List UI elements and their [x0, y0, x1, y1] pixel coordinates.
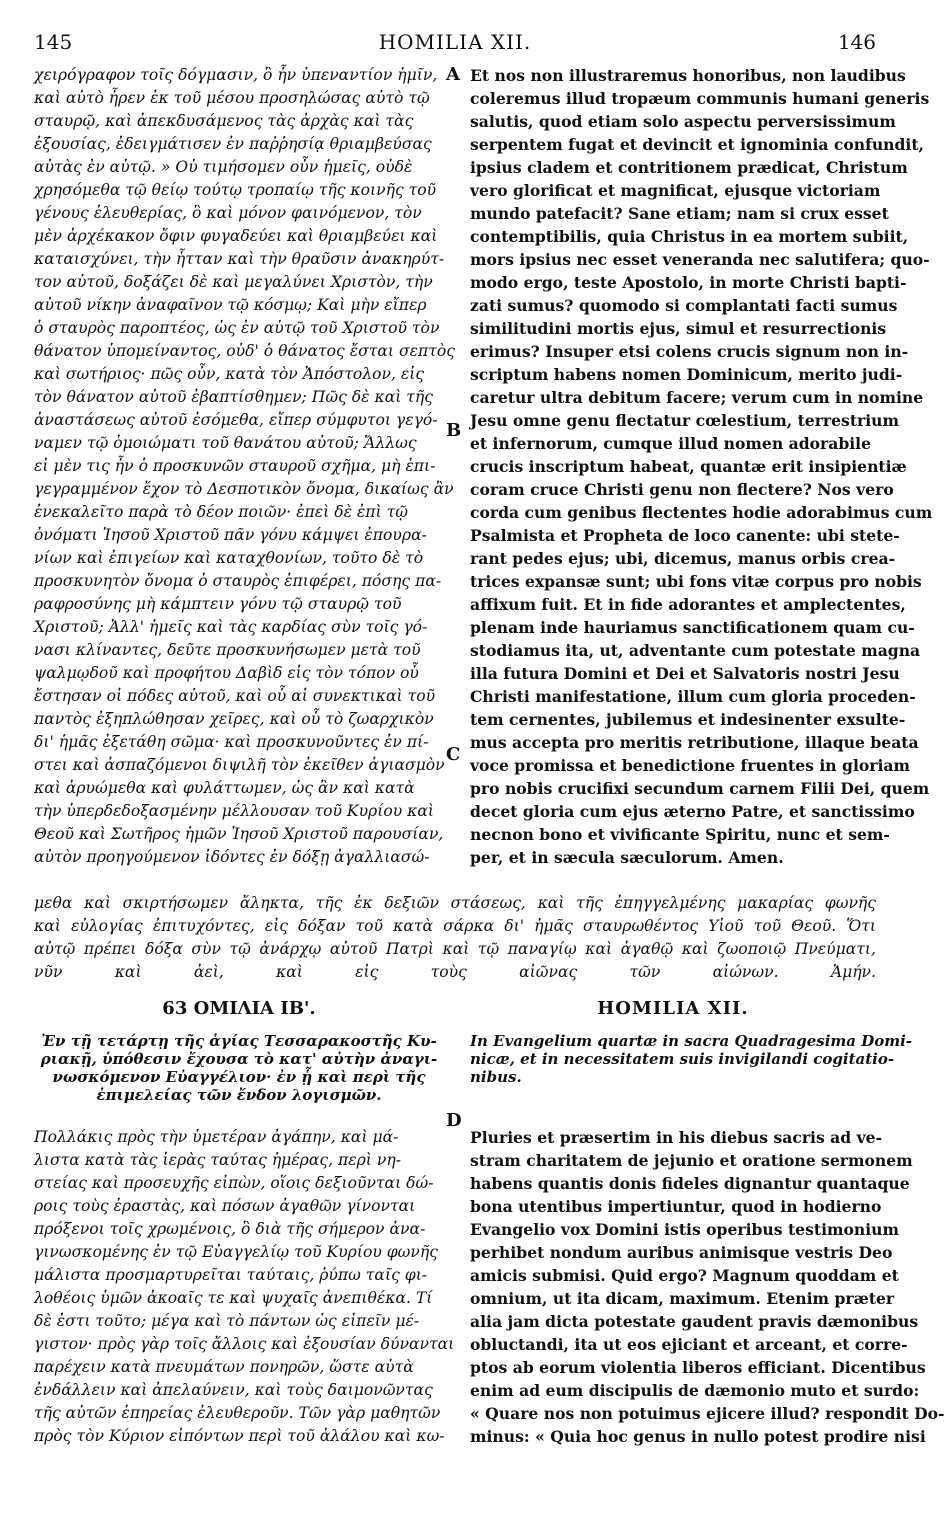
- text-line: Christi manifestatione, illum cum gloria proceden-: [470, 687, 916, 706]
- text-line: coram cruce Christi genu non flectere? Nos vero: [470, 480, 894, 499]
- greek-homily-body: [34, 1126, 455, 1448]
- text-line: γινωσκομένης ἐν τῷ Εὐαγγελίῳ τοῦ Κυρίου φωνῆς: [34, 1243, 438, 1261]
- text-line: ἔστησαν οἱ πόδες αὐτοῦ, καὶ οὗ αἱ συνεκτικαὶ τοῦ: [34, 687, 436, 705]
- text-line: mus accepta pro meritis retributione, illaque beata: [470, 733, 919, 752]
- text-line: vero glorificat et magnificat, ejusque victoriam: [470, 181, 881, 200]
- text-line: στείας καὶ προσευχῆς εἰπὼν, οἵοις δεξιοῦνται δώ-: [34, 1174, 434, 1192]
- margin-marker-b: B: [446, 420, 462, 441]
- text-line: voce promissa et benedictione fruentes in gloriam: [470, 756, 911, 775]
- text-line: αὐτοῦ νίκην ἀναφαῖνον τῷ κόσμῳ; Καὶ μὴν εἴπερ: [34, 296, 427, 314]
- text-line: et infernorum, cumque illud nomen adorabile: [470, 434, 871, 453]
- text-line: μάλιστα προσμαρτυρεῖται ταύταις, ῥύπω ταῖς φι-: [34, 1266, 428, 1284]
- text-line: obluctandi, ita ut eos ejiciant et arceant, et corre-: [470, 1335, 908, 1354]
- latin-homily-title: HOMILIA XII.: [597, 998, 749, 1019]
- text-line: zati sumus? quomodo si complantati facti sumus: [470, 296, 898, 315]
- text-line: Pluries et præsertim in his diebus sacris ad ve-: [470, 1128, 883, 1147]
- text-line: μεθα καὶ σκιρτήσωμεν ἄληκτα, τῆς ἐκ δεξιῶν στάσεως, καὶ τῆς ἐπηγγελμένης μακαρίας φωνῆς: [34, 894, 876, 912]
- text-line: trices expansæ sunt; ubi fons vitæ corpus pro nobis: [470, 572, 922, 591]
- text-line: caretur ultra debitum facere; verum cum in nomine: [470, 388, 924, 407]
- page-number-left: 145: [34, 30, 73, 54]
- text-line: καὶ εὐλογίας ἐπιτυχόντες, εἰς δόξαν τοῦ κατὰ σάρκα δι' ἡμᾶς σταυρωθέντος Υἱοῦ τοῦ Θεοῦ. Ὅτι: [34, 917, 876, 935]
- text-line: γιστον· πρὸς γὰρ τοῖς ἄλλοις καὶ ἐξουσίαν δύνανται: [34, 1335, 455, 1353]
- text-line: Ἐν τῇ τετάρτῃ τῆς ἁγίας Τεσσαρακοστῆς Κυ-: [41, 1032, 437, 1050]
- greek-closing-paragraph: [34, 892, 876, 984]
- text-line: ἐπιμελείας τῶν ἔνδον λογισμῶν.: [96, 1086, 382, 1104]
- text-line: salutis, quod etiam solo aspectu perversissimum: [470, 112, 896, 131]
- text-line: Χριστοῦ; Ἀλλ' ἡμεῖς καὶ τὰς καρδίας σὺν τοῖς γό-: [34, 618, 428, 636]
- margin-marker-d: D: [446, 1110, 462, 1131]
- text-line: decet gloria cum ejus æterno Patre, et sanctissimo: [470, 802, 915, 821]
- text-line: necnon bono et vivificante Spiritu, nunc et sem-: [470, 825, 890, 844]
- text-line: παρέχειν κατὰ πνευμάτων πονηρῶν, ὥστε αὐτὰ: [34, 1358, 414, 1376]
- text-line: minus: « Quia hoc genus in nullo potest prodire nisi: [470, 1427, 926, 1446]
- text-line: προσκυνητὸν ὄνομα ὁ σταυρὸς ἐπιφέρει, πόσης πα-: [34, 572, 442, 590]
- text-line: καὶ σωτήριος· πῶς οὖν, κατὰ τὸν Ἀπόστολον, εἰς: [34, 365, 425, 383]
- text-line: alia jam dicta potestate gaudent pravis dæmonibus: [470, 1312, 919, 1331]
- text-line: μὲν ἀρχέκακον ὄφιν φυγαδεύει καὶ θριαμβεύει καὶ: [34, 227, 438, 245]
- text-line: scriptum habens nomen Dominicum, merito judi-: [470, 365, 903, 384]
- text-line: δι' ἡμᾶς ἐξετάθη σῶμα· καὶ προσκυνοῦντες ἐν πί-: [34, 733, 429, 751]
- text-line: λιστα κατὰ τὰς ἱερὰς ταύτας ἡμέρας, περὶ νη-: [34, 1151, 401, 1169]
- text-line: ραφροσύνης μὴ κάμπτειν γόνυ τῷ σταυρῷ τοῦ: [34, 595, 402, 613]
- page-number-right: 146: [837, 30, 876, 54]
- text-line: χειρόγραφον τοῖς δόγμασιν, ὃ ἦν ὑπεναντίον ἡμῖν,: [34, 66, 438, 84]
- text-line: Θεοῦ καὶ Σωτῆρος ἡμῶν Ἰησοῦ Χριστοῦ παρουσίαν,: [34, 825, 444, 843]
- text-line: similitudini mortis ejus, simul et resurrectionis: [470, 319, 887, 338]
- text-line: bona utentibus impertiuntur, quod in hodierno: [470, 1197, 882, 1216]
- text-line: θάνατον ὑπομείναντος, οὐδ' ὁ θάνατος ἔσται σεπτὸς: [34, 342, 455, 360]
- text-line: καὶ αὐτὸ ἦρεν ἐκ τοῦ μέσου προσηλώσας αὐτὸ τῷ: [34, 89, 430, 107]
- margin-marker-a: A: [446, 64, 460, 85]
- text-line: stodiamus ita, ut, adventante cum potestate magna: [470, 641, 921, 660]
- text-line: εἰ μὲν τις ἦν ὁ προσκυνῶν σταυροῦ σχῆμα, μὴ ἐπι-: [34, 457, 436, 475]
- text-line: παντὸς ἐξηπλώθησαν χεῖρες, καὶ οὗ τὸ ζωαρχικὸν: [34, 710, 434, 728]
- text-line: ὀνόματι Ἰησοῦ Χριστοῦ πᾶν γόνυ κάμψει ἐπουρα-: [34, 526, 427, 544]
- latin-column-top: [470, 64, 933, 869]
- text-line: illa futura Domini et Dei et Salvatoris nostri Jesu: [470, 664, 900, 683]
- text-line: αὐτῷ πρέπει δόξα σὺν τῷ ἀνάρχῳ αὐτοῦ Πατρὶ καὶ τῷ παναγίῳ καὶ ἀγαθῷ καὶ ζωοποιῷ Πνεύματι,: [34, 940, 876, 958]
- greek-homily-heading: [34, 998, 444, 1019]
- text-line: πρόξενοι τοῖς χρωμένοις, ὃ διὰ τῆς σήμερον ἀνα-: [34, 1220, 426, 1238]
- text-line: Psalmista et Propheta de loco canente: ubi stete-: [470, 526, 900, 545]
- text-line: δὲ ἐστι τοῦτο; μέγα καὶ τὸ πάντων ὡς εἰπεῖν μέ-: [34, 1312, 420, 1330]
- latin-homily-subtitle: [470, 1032, 913, 1086]
- text-line: corda cum genibus flectentes hodie adorabimus cum: [470, 503, 933, 522]
- text-line: contemptibilis, quia Christus in ea mortem subiit,: [470, 227, 909, 246]
- text-line: στει καὶ ἀσπαζόμενοι διψιλῆ τὸν ἐκεῖθεν ἁγιασμὸν: [34, 756, 445, 774]
- text-line: mundo patefacit? Sane etiam; nam si crux esset: [470, 204, 889, 223]
- text-line: Et nos non illustraremus honoribus, non laudibus: [470, 66, 906, 85]
- text-line: nicæ, et in necessitatem suis invigilandi cogitatio-: [470, 1050, 895, 1068]
- text-line: λοθέοις ὑμῶν ἀκοαῖς τε καὶ ψυχαῖς ἀνεπιθέκα. Τί: [34, 1289, 433, 1307]
- text-line: αὐτὸν προηγούμενον ἰδόντες ἐν δόξῃ ἀγαλλιασώ-: [34, 848, 430, 866]
- text-line: νῦν καὶ ἀεὶ, καὶ εἰς τοὺς αἰῶνας τῶν αἰώνων. Ἀμήν.: [34, 963, 876, 981]
- text-line: stram charitatem de jejunio et oratione sermonem: [470, 1151, 913, 1170]
- text-line: tem cernentes, jubilemus et indesinenter exsulte-: [470, 710, 906, 729]
- text-line: habens quantis donis fideles dignantur quantaque: [470, 1174, 910, 1193]
- text-line: erimus? Insuper etsi colens crucis signum non in-: [470, 342, 909, 361]
- text-line: affixum fuit. Et in fide adorantes et amplectentes,: [470, 595, 906, 614]
- text-line: καὶ ἀρυώμεθα καὶ φυλάττωμεν, ὡς ἂν καὶ κατὰ: [34, 779, 415, 797]
- text-line: γένους ἐλευθερίας, ὃ καὶ μόνον φαινόμενον, τὸν: [34, 204, 422, 222]
- text-line: coleremus illud tropæum communis humani generis: [470, 89, 930, 108]
- text-line: ἀναστάσεως αὐτοῦ ἐσόμεθα, εἴπερ σύμφυτοι γεγό-: [34, 411, 438, 429]
- text-line: καταισχύνει, τὴν ἧτταν καὶ τὴν θραῦσιν ἀνακηρύτ-: [34, 250, 445, 268]
- text-line: enim ad eum discipulis de dæmonio muto et surdo:: [470, 1381, 920, 1400]
- text-line: Πολλάκις πρὸς τὴν ὑμετέραν ἀγάπην, καὶ μά-: [34, 1128, 399, 1146]
- text-line: Jesu omne genu flectatur cœlestium, terrestrium: [470, 411, 900, 430]
- text-line: per, et in sæcula sæculorum. Amen.: [470, 848, 784, 867]
- text-line: νασι κλίναντες, δεῦτε προσκυνήσωμεν μετὰ τοῦ: [34, 641, 421, 659]
- text-line: ναμεν τῷ ὁμοιώματι τοῦ θανάτου αὐτοῦ; Ἄλλως: [34, 434, 417, 452]
- text-line: ἐνεκαλεῖτο παρὰ τὸ δέον ποιῶν· ἐπεὶ δὲ ἐπὶ τῷ: [34, 503, 408, 521]
- text-line: ὁ σταυρὸς παροπτέος, ὡς ἐν αὐτῷ τοῦ Χριστοῦ τὸν: [34, 319, 440, 337]
- text-line: ipsius cladem et contritionem prædicat, Christum: [470, 158, 908, 177]
- greek-column-top: [34, 64, 455, 869]
- running-head: HOMILIA XII.: [378, 30, 532, 54]
- text-line: nibus.: [470, 1068, 522, 1086]
- text-line: ἐνδάλλειν καὶ ἀπελαύνειν, καὶ τοὺς δαιμονῶντας: [34, 1381, 433, 1399]
- text-line: ptos ab eorum violentia liberos efficiant. Dicentibus: [470, 1358, 926, 1377]
- margin-marker-c: C: [446, 744, 461, 765]
- text-line: πρὸς τὸν Κύριον εἰπόντων περὶ τοῦ ἀλάλου καὶ κω-: [34, 1427, 445, 1445]
- text-line: τὸν θάνατον αὐτοῦ ἐβαπτίσθημεν; Πῶς δὲ καὶ τῆς: [34, 388, 434, 406]
- text-line: amicis submisi. Quid ergo? Magnum quoddam et: [470, 1266, 899, 1285]
- text-line: perhibet nondum auribus animisque vestris Deo: [470, 1243, 893, 1262]
- page-header: [34, 30, 876, 60]
- text-line: τῆς αὐτῶν ἐπηρείας ἐλευθεροῦν. Τῶν γὰρ μαθητῶν: [34, 1404, 441, 1422]
- text-line: γεγραμμένον ἔχον τὸ Δεσποτικὸν ὄνομα, δικαίως ἂν: [34, 480, 454, 498]
- text-line: ἐξουσίας, ἐδειγμάτισεν ἐν παῤῥησίᾳ θριαμβεύσας: [34, 135, 432, 153]
- greek-homily-subtitle: [34, 1032, 444, 1104]
- text-line: serpentem fugat et devincit et ignominia confundit,: [470, 135, 924, 154]
- text-line: mors ipsius nec esset veneranda nec salutifera; quo-: [470, 250, 930, 269]
- text-line: pro nobis crucifixi secundum carnem Filii Dei, quem: [470, 779, 930, 798]
- text-line: τον αὐτοῦ, δοξάζει δὲ καὶ μεγαλύνει Χριστὸν, τὴν: [34, 273, 433, 291]
- homily-number: 63: [162, 998, 188, 1019]
- text-line: ροις τοὺς ἐραστὰς, καὶ πόσων ἀγαθῶν γίνονται: [34, 1197, 416, 1215]
- text-line: χρησόμεθα τῷ θείῳ τούτῳ τροπαίῳ τῆς κοινῆς τοῦ: [34, 181, 437, 199]
- text-line: « Quare nos non potuimus ejicere illud? respondit Do-: [470, 1404, 945, 1423]
- text-line: τὴν ὑπερδεδοξασμένην μέλλουσαν τοῦ Κυρίου καὶ: [34, 802, 435, 820]
- text-line: ψαλμῳδοῦ καὶ προφήτου Δαβὶδ εἰς τὸν τόπον οὗ: [34, 664, 419, 682]
- text-line: σταυρῷ, καὶ ἀπεκδυσάμενος τὰς ἀρχὰς καὶ τὰς: [34, 112, 414, 130]
- text-line: rant pedes ejus; ubi, dicemus, manus orbis crea-: [470, 549, 896, 568]
- text-line: Evangelio vox Domini istis operibus testimonium: [470, 1220, 899, 1239]
- latin-homily-body: [470, 1126, 945, 1448]
- text-line: ριακῇ, ὑπόθεσιν ἔχουσα τὸ κατ' αὐτὴν ἀναγι-: [40, 1050, 438, 1068]
- text-line: plenam inde hauriamus sanctificationem quam cu-: [470, 618, 915, 637]
- text-line: modo ergo, teste Apostolo, in morte Christi bapti-: [470, 273, 907, 292]
- text-line: In Evangelium quartæ in sacra Quadragesima Domi-: [470, 1032, 913, 1050]
- text-line: νίων καὶ ἐπιγείων καὶ καταχθονίων, τοῦτο δὲ τὸ: [34, 549, 424, 567]
- text-line: νωσκόμενον Εὐαγγέλιον· ἐν ᾗ καὶ περὶ τῆς: [52, 1068, 426, 1086]
- text-line: omnium, ut ita dicam, maximum. Etenim præter: [470, 1289, 895, 1308]
- text-line: αὐτὰς ἐν αὐτῷ. » Οὐ τιμήσομεν οὖν ἡμεῖς, οὐδὲ: [34, 158, 413, 176]
- greek-homily-title: ΟΜΙΛΙΑ ΙΒ'.: [193, 998, 316, 1019]
- text-line: crucis inscriptum habeat, quantæ erit insipientiæ: [470, 457, 907, 476]
